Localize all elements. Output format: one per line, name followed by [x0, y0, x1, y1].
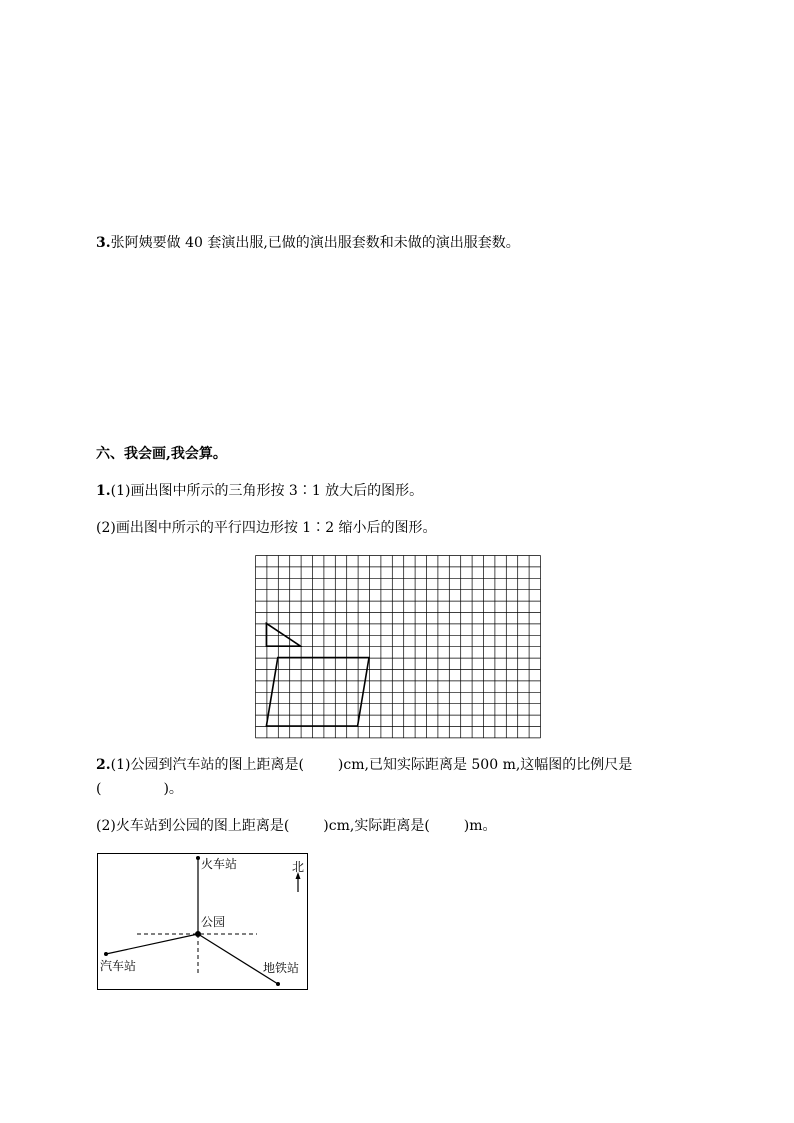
question-text: (1)公园到汽车站的图上距离是( — [110, 757, 304, 773]
question-2-part-1-continued — [96, 779, 183, 799]
subway-station-point — [276, 982, 280, 986]
bus-station-label: 汽车站 — [100, 959, 137, 973]
question-number: 1. — [96, 483, 111, 499]
question-text: 张阿姨要做 40 套演出服,已做的演出服套数和未做的演出服套数。 — [110, 235, 520, 251]
question-text: (2)火车站到公园的图上距离是( — [96, 818, 290, 834]
subway-station-label: 地铁站 — [263, 961, 300, 975]
park-point — [195, 931, 201, 937]
question-1-part-1 — [96, 481, 423, 501]
park-label: 公园 — [201, 915, 226, 929]
question-number: 3. — [96, 235, 111, 251]
grid-figure — [255, 555, 541, 739]
bus-station-point — [104, 952, 108, 956]
map-figure — [97, 853, 309, 991]
train-station-label: 火车站 — [201, 857, 238, 871]
train-station-point — [196, 856, 200, 860]
route-to-bus-station — [106, 934, 198, 954]
question-text: )cm,已知实际距离是 500 m,这幅图的比例尺是 — [337, 757, 633, 773]
question-number: 2. — [96, 757, 111, 773]
section-title: 六、我会画,我会算。 — [96, 446, 227, 462]
question-2-part-2 — [96, 816, 497, 836]
question-text: )m。 — [463, 818, 497, 834]
north-label: 北 — [292, 860, 305, 874]
question-text: )cm,实际距离是( — [323, 818, 430, 834]
question-2-part-1 — [96, 755, 632, 775]
question-1-part-2: (2)画出图中所示的平行四边形按 1∶2 缩小后的图形。 — [96, 520, 437, 536]
question-text: ( — [96, 781, 102, 797]
parallelogram-shape — [266, 658, 369, 726]
triangle-shape — [266, 623, 300, 646]
question-text: (1)画出图中所示的三角形按 3∶1 放大后的图形。 — [110, 483, 424, 499]
question-text: )。 — [163, 781, 183, 797]
route-to-subway-station — [198, 934, 278, 984]
question-3 — [96, 233, 520, 253]
